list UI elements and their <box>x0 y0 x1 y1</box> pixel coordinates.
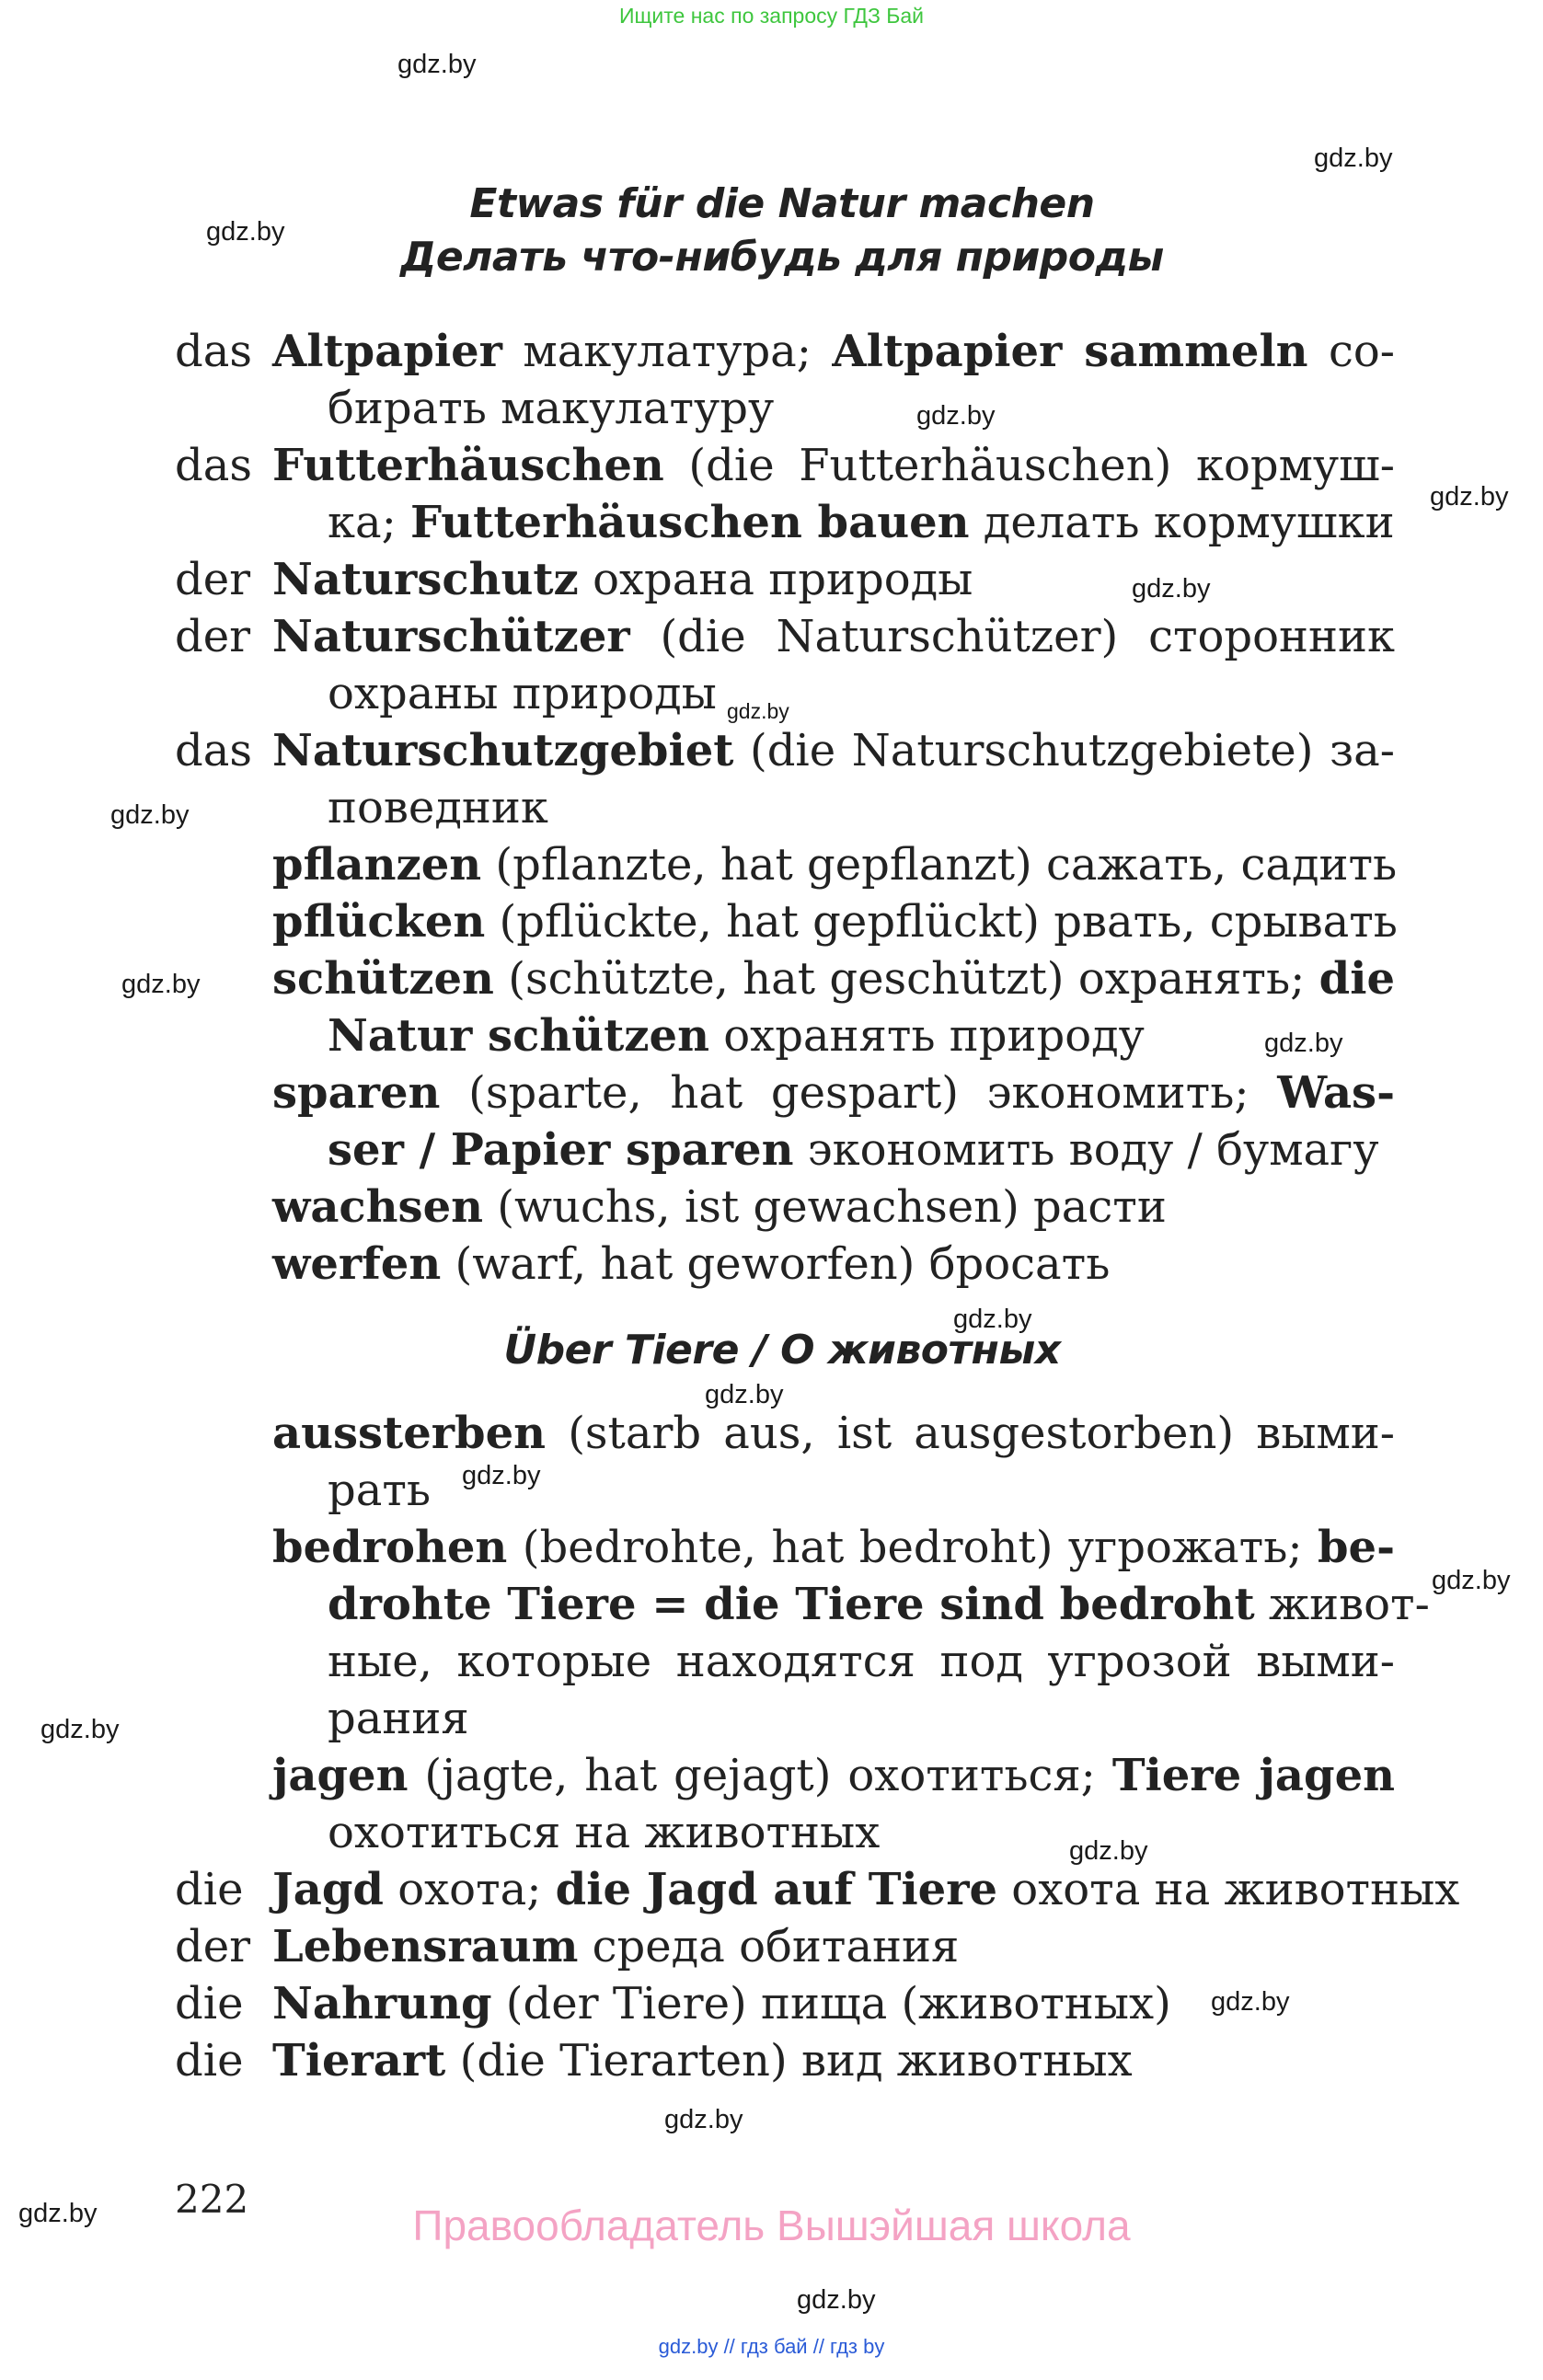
watermark: gdz.by <box>1264 1029 1343 1058</box>
entry-text <box>272 1406 1395 1461</box>
watermark: gdz.by <box>40 1715 120 1744</box>
watermark: gdz.by <box>953 1305 1032 1334</box>
bottom-links[interactable]: gdz.by // гдз бай // гдз by <box>658 2335 885 2358</box>
headword: Nahrung <box>272 1978 492 2029</box>
entry-text <box>272 1065 1395 1121</box>
entry-text: (die Naturschutzgebiete) за- <box>733 725 1395 776</box>
entry-text: (starb aus, ist ausgestorben) выми- <box>546 1408 1395 1459</box>
watermark: gdz.by <box>1069 1836 1148 1866</box>
headword: Futterhäuschen bauen <box>410 497 970 548</box>
entry-text: der <box>175 611 251 662</box>
headword: die Jagd auf Tiere <box>555 1864 998 1915</box>
watermark: gdz.by <box>1430 482 1509 512</box>
entry-text <box>272 1862 1460 1917</box>
entry-text: das <box>175 725 252 776</box>
headword: Altpapier <box>272 326 502 377</box>
watermark: gdz.by <box>397 50 477 79</box>
entry-text <box>272 951 1395 1006</box>
entry-text: охранять природу <box>708 1010 1145 1062</box>
headword: Altpapier sammeln <box>832 326 1308 377</box>
entry-text <box>328 1008 1145 1064</box>
entry-text: (warf, hat geworfen) бросать <box>441 1238 1111 1290</box>
headword: schützen <box>272 953 494 1005</box>
article: das <box>175 326 252 377</box>
watermark: gdz.by <box>916 401 996 431</box>
entry-text <box>272 1520 1395 1575</box>
headword: be- <box>1317 1522 1395 1573</box>
headword: Futterhäuschen <box>272 440 664 491</box>
watermark: gdz.by <box>18 2199 98 2228</box>
watermark: gdz.by <box>797 2285 876 2315</box>
headword: wachsen <box>272 1181 484 1233</box>
watermark: gdz.by <box>1432 1566 1511 1595</box>
entry-text <box>272 837 1397 892</box>
entry-text: охотиться на животных <box>328 1807 881 1858</box>
headword: Tierart <box>272 2035 446 2087</box>
headword: jagen <box>272 1750 409 1801</box>
entry-text <box>272 894 1398 949</box>
section-heading-de: Etwas für die Natur machen <box>469 180 1095 227</box>
entry-text: охота; <box>383 1864 556 1915</box>
section-heading-animals: Über Tiere / О животных <box>503 1327 1061 1374</box>
entry-text: экономить воду / бумагу <box>793 1124 1379 1176</box>
entry-text: (sparte, hat gespart) экономить; <box>440 1067 1278 1119</box>
entry-text: das <box>175 440 252 491</box>
headword: die <box>1318 953 1395 1005</box>
headword: Naturschutzgebiet <box>272 725 734 776</box>
watermark: gdz.by <box>462 1461 541 1490</box>
entry-text: die <box>175 1864 244 1915</box>
watermark: gdz.by <box>705 1380 784 1409</box>
entry-text: со- <box>1307 326 1395 377</box>
entry-text: рать <box>328 1465 432 1516</box>
entry-text: охраны природы <box>328 668 717 719</box>
entry-text: der <box>175 1921 251 1972</box>
watermark: gdz.by <box>206 217 285 247</box>
headword: aussterben <box>272 1408 547 1459</box>
headword: Jagd <box>272 1864 384 1915</box>
entry-text <box>272 2033 1133 2088</box>
headword: Natur schützen <box>328 1010 709 1062</box>
entry-text: ка; <box>328 497 411 548</box>
headword: Naturschützer <box>272 611 630 662</box>
entry-text <box>272 609 1395 664</box>
headword: Was- <box>1277 1067 1395 1119</box>
entry-text: (schützte, hat geschützt) охранять; <box>493 953 1319 1005</box>
page-number: 222 <box>175 2177 249 2222</box>
entry-text: (die Naturschützer) сторонник <box>629 611 1395 662</box>
entry-text: die <box>175 1978 244 2029</box>
entry-text <box>328 1577 1430 1632</box>
entry-text <box>272 324 1395 379</box>
entry-text <box>272 552 973 607</box>
entry-text <box>272 723 1395 778</box>
entry-text: среда обитания <box>578 1921 960 1972</box>
entry-text: охота на животных <box>997 1864 1460 1915</box>
entry-text <box>272 1976 1171 2031</box>
entry-text: ные, которые находятся под угрозой выми- <box>328 1636 1395 1687</box>
top-banner[interactable]: Ищите нас по запросу ГДЗ Бай <box>618 4 925 28</box>
entry-text: (pflanzte, hat gepflanzt) сажать, садить <box>481 839 1398 891</box>
headword: pflücken <box>272 896 486 948</box>
entry-text: бирать макулатуру <box>328 383 775 434</box>
watermark: gdz.by <box>1132 574 1211 604</box>
entry-text: рания <box>328 1693 469 1744</box>
entry-text: (bedrohte, hat bedroht) угрожать; <box>507 1522 1318 1573</box>
headword: bedrohen <box>272 1522 508 1573</box>
entry-text: die <box>175 2035 244 2087</box>
headword: drohte Tiere = die Tiere sind bedroht <box>328 1579 1255 1630</box>
entry-text <box>328 495 1395 550</box>
copyright-holder: Правообладатель Вышэйшая школа <box>412 2202 1131 2249</box>
watermark: gdz.by <box>1211 1987 1290 2017</box>
entry-text <box>272 1236 1110 1292</box>
headword: Naturschutz <box>272 554 579 605</box>
watermark: gdz.by <box>664 2105 743 2134</box>
entry-text: поведник <box>328 782 548 834</box>
entry-text: охрана природы <box>578 554 973 605</box>
watermark: gdz.by <box>727 699 789 723</box>
headword: Tiere jagen <box>1111 1750 1396 1801</box>
watermark: gdz.by <box>1314 144 1393 173</box>
entry-text <box>272 1179 1167 1235</box>
entry-text: живот- <box>1254 1579 1430 1630</box>
headword: Lebensraum <box>272 1921 579 1972</box>
entry-text <box>328 1122 1379 1178</box>
headword: ser / Papier sparen <box>328 1124 794 1176</box>
entry-text <box>272 1748 1395 1803</box>
entry-text: делать кормушки <box>969 497 1395 548</box>
entry-text: (jagte, hat gejagt) охотиться; <box>408 1750 1112 1801</box>
entry-text <box>272 1919 959 1974</box>
entry-text: (der Tiere) пища (животных) <box>491 1978 1171 2029</box>
watermark: gdz.by <box>110 800 190 830</box>
entry-text: der <box>175 554 251 605</box>
entry-text <box>272 438 1395 493</box>
watermark: gdz.by <box>121 970 201 999</box>
entry-text: макулатура; <box>501 326 833 377</box>
headword: pflanzen <box>272 839 482 891</box>
section-heading-ru: Делать что-нибудь для природы <box>400 234 1164 281</box>
entry-text: (pflückte, hat gepflückt) рвать, срывать <box>485 896 1398 948</box>
entry-text: (wuchs, ist gewachsen) расти <box>483 1181 1167 1233</box>
entry-text: (die Tierarten) вид животных <box>445 2035 1133 2087</box>
headword: sparen <box>272 1067 441 1119</box>
headword: werfen <box>272 1238 442 1290</box>
entry-text: (die Futterhäuschen) кормуш- <box>663 440 1395 491</box>
